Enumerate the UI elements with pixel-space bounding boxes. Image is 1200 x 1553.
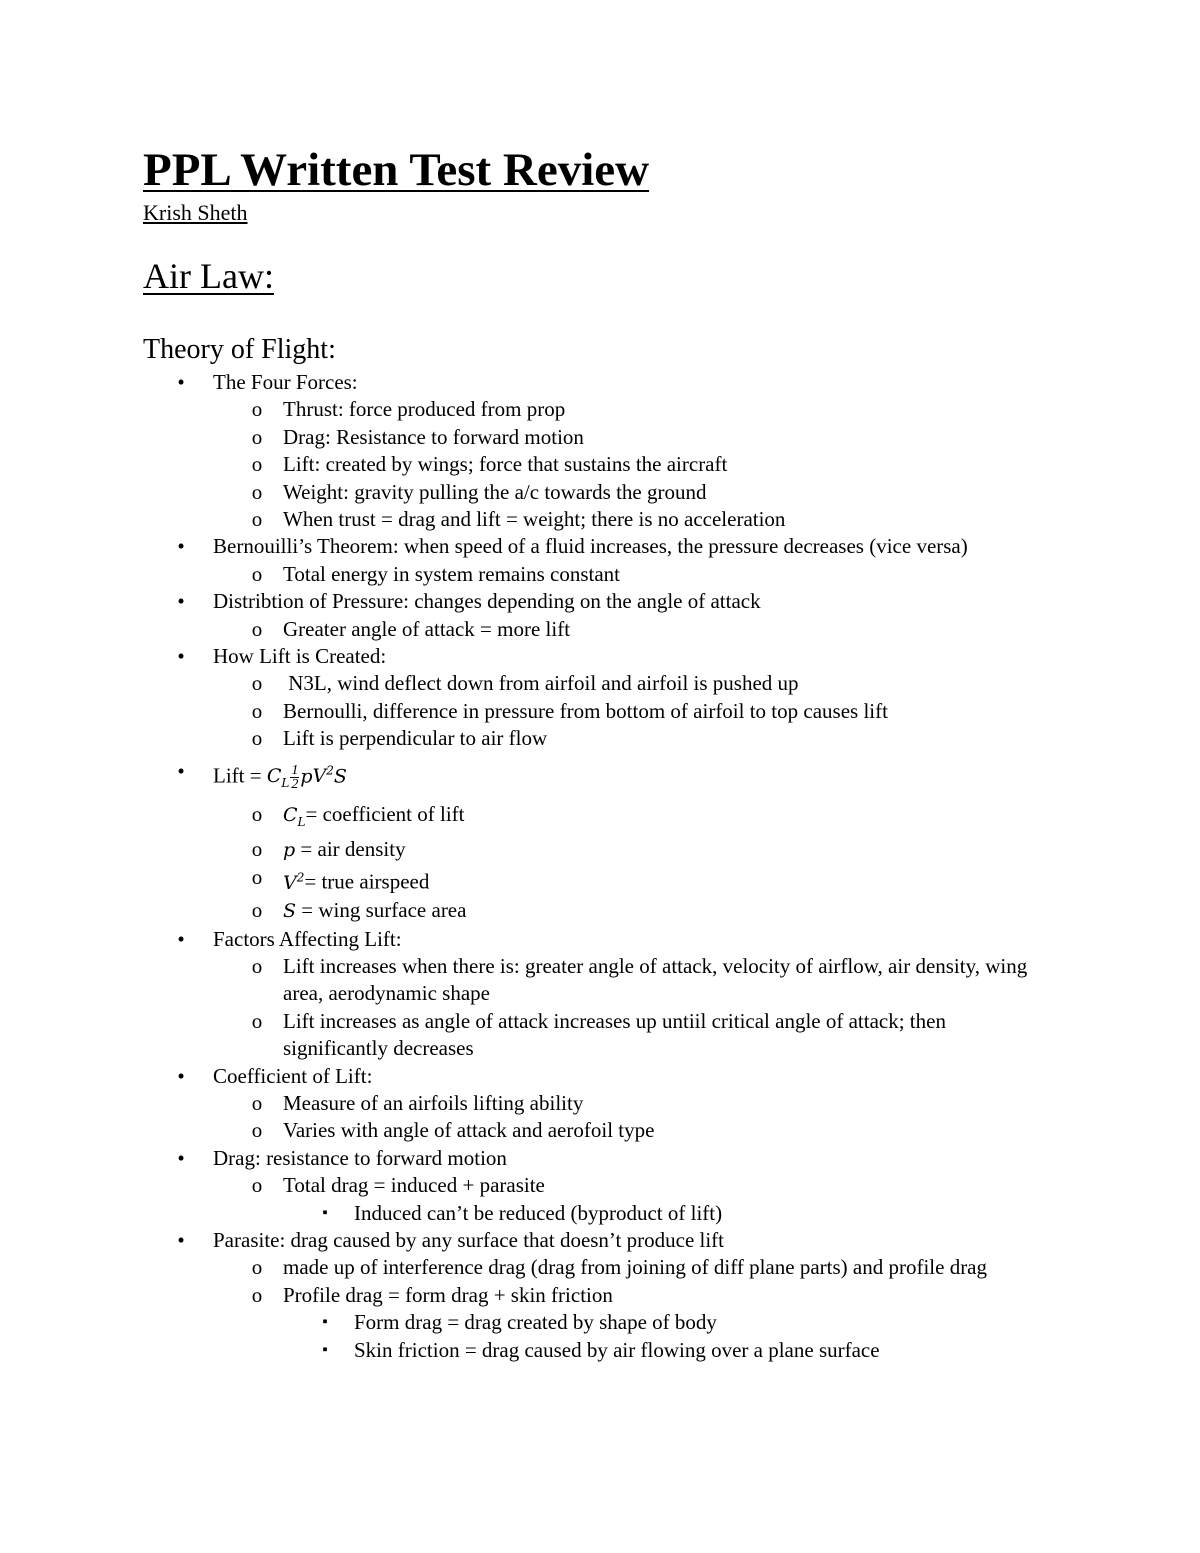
item-text: How Lift is Created: — [213, 644, 387, 669]
bullet-icon: • — [177, 370, 185, 394]
list-item — [0, 1145, 1200, 1172]
item-text: Total energy in system remains constant — [283, 561, 620, 586]
symbol-p: p — [283, 839, 296, 862]
bullet-icon: • — [177, 644, 185, 669]
sub-list-item — [0, 1090, 1200, 1117]
item-text: Factors Affecting Lift: — [213, 926, 402, 951]
formula-v — [313, 765, 334, 787]
bullet-icon: o — [251, 1173, 263, 1198]
item-text: Total drag = induced + parasite — [283, 1173, 545, 1198]
sub-list-item — [0, 836, 1200, 864]
formula-fraction — [290, 764, 299, 791]
item-text: Bernoulli, difference in pressure from bottom of airfoil to top causes lift — [283, 698, 888, 723]
symbol-c-sub: L — [297, 814, 306, 829]
subsection-heading: Theory of Flight: — [143, 334, 336, 365]
main-bullet-list — [0, 369, 1200, 1364]
bullet-icon: o — [251, 1118, 263, 1143]
item-text: = true airspeed — [304, 869, 430, 894]
symbol-v — [283, 872, 304, 894]
bullet-icon: • — [177, 1228, 185, 1253]
section-heading: Air Law: — [143, 256, 274, 296]
symbol-v-letter: V — [283, 871, 297, 894]
item-text: made up of interference drag (drag from joining of diff plane parts) and profile drag — [283, 1255, 988, 1280]
item-text: Distribtion of Pressure: changes depending on the angle of attack — [213, 589, 761, 614]
bullet-icon: • — [177, 1063, 185, 1088]
sub-list-item — [0, 864, 1200, 897]
bullet-icon: • — [177, 589, 185, 614]
sub-list-item — [0, 1172, 1200, 1199]
list-item — [0, 369, 1200, 396]
bullet-icon: o — [251, 671, 263, 696]
sub-list-item — [0, 698, 1200, 725]
sub-list-item — [0, 1117, 1200, 1144]
sub-list-item — [0, 506, 1200, 533]
bullet-icon: o — [251, 561, 263, 586]
fraction-denominator: 2 — [291, 776, 299, 792]
sub-list-item — [0, 1254, 1200, 1281]
sub-sub-list-item — [0, 1337, 1200, 1364]
item-text: Form drag = drag created by shape of body — [354, 1310, 717, 1335]
sub-list-item — [0, 801, 1200, 836]
item-text: Lift: created by wings; force that sustains the aircraft — [283, 452, 728, 477]
formula-p: p — [300, 765, 313, 788]
bullet-icon: o — [251, 726, 263, 751]
item-text: = air density — [295, 837, 406, 862]
item-text: The Four Forces: — [213, 370, 358, 394]
list-item — [0, 1063, 1200, 1090]
symbol-c: C — [283, 803, 298, 826]
sub-list-item — [0, 396, 1200, 423]
item-text: Profile drag = form drag + skin friction — [283, 1282, 613, 1307]
bullet-icon: • — [177, 534, 185, 559]
formula-cl — [266, 765, 290, 790]
symbol-s: S — [283, 900, 297, 923]
formula-prefix: Lift = — [213, 763, 267, 788]
bullet-icon: o — [251, 1008, 263, 1033]
bullet-icon: o — [251, 953, 263, 978]
bullet-icon: o — [251, 452, 263, 477]
sub-list-item — [0, 616, 1200, 643]
document-title: PPL Written Test Review — [143, 144, 650, 196]
sub-list-item — [0, 1008, 1200, 1063]
bullet-icon: o — [251, 865, 263, 890]
bullet-icon: o — [251, 507, 263, 532]
sub-list-item — [0, 725, 1200, 752]
square-bullet-icon: ▪ — [322, 1204, 328, 1221]
bullet-icon: • — [177, 926, 185, 951]
sub-list-item — [0, 1282, 1200, 1309]
item-text: = coefficient of lift — [305, 801, 465, 826]
list-item — [0, 588, 1200, 615]
item-text: Thrust: force produced from prop — [283, 397, 566, 422]
sub-list-item — [0, 953, 1200, 1008]
list-item — [0, 926, 1200, 953]
author-name: Krish Sheth — [143, 200, 248, 225]
bullet-icon: o — [251, 801, 263, 826]
formula-v-letter: V — [312, 765, 327, 788]
item-text: Weight: gravity pulling the a/c towards the ground — [283, 479, 707, 504]
item-text: Measure of an airfoils lifting ability — [283, 1091, 584, 1115]
list-item — [0, 1227, 1200, 1254]
item-text: N3L, wind deflect down from airfoil and airfoil is pushed up — [283, 671, 799, 696]
list-item — [0, 643, 1200, 670]
bullet-icon: o — [251, 479, 263, 504]
formula-c-sub: L — [281, 775, 290, 790]
bullet-icon: o — [251, 1091, 263, 1115]
item-text: Drag: resistance to forward motion — [213, 1145, 507, 1170]
formula-c: C — [266, 765, 282, 788]
item-text: Drag: Resistance to forward motion — [283, 424, 584, 449]
item-text: Lift is perpendicular to air flow — [283, 726, 548, 751]
sub-sub-list-item — [0, 1200, 1200, 1227]
item-text: Induced can’t be reduced (byproduct of lift) — [354, 1200, 723, 1225]
bullet-icon: • — [177, 758, 185, 783]
lift-formula-item — [0, 753, 1200, 801]
item-text: Coefficient of Lift: — [213, 1063, 373, 1088]
bullet-icon: o — [251, 616, 263, 641]
bullet-icon: o — [251, 898, 263, 923]
fraction-numerator: 1 — [291, 762, 299, 778]
sub-list-item — [0, 424, 1200, 451]
bullet-icon: o — [251, 698, 263, 723]
formula-v-sup: 2 — [326, 763, 334, 778]
sub-list-item — [0, 451, 1200, 478]
bullet-icon: o — [251, 397, 263, 422]
formula-s: S — [333, 765, 347, 788]
bullet-icon: o — [251, 424, 263, 449]
sub-list-item — [0, 479, 1200, 506]
square-bullet-icon: ▪ — [322, 1341, 328, 1358]
bullet-icon: o — [251, 837, 263, 862]
item-text: Parasite: drag caused by any surface that doesn’t produce lift — [213, 1228, 725, 1253]
bullet-icon: • — [177, 1145, 185, 1170]
bullet-icon: o — [251, 1255, 263, 1280]
sub-list-item — [0, 561, 1200, 588]
square-bullet-icon: ▪ — [322, 1314, 328, 1331]
list-item — [0, 533, 1200, 560]
symbol-cl — [283, 803, 306, 829]
item-text: Varies with angle of attack and aerofoil type — [283, 1118, 655, 1143]
item-text: Bernouilli’s Theorem: when speed of a fluid increases, the pressure decreases (vice versa) — [213, 534, 968, 559]
item-text: Greater angle of attack = more lift — [283, 616, 571, 641]
symbol-v-sup: 2 — [296, 870, 305, 885]
item-text: Lift increases when there is: greater angle of attack, velocity of airflow, air density, wing area, aerodynamic shape — [283, 953, 1028, 1006]
item-text: When trust = drag and lift = weight; there is no acceleration — [283, 507, 786, 532]
sub-list-item — [0, 897, 1200, 925]
bullet-icon: o — [251, 1282, 263, 1307]
item-text: = wing surface area — [296, 898, 467, 923]
item-text: Lift increases as angle of attack increases up untiil critical angle of attack; then significantly decreases — [283, 1008, 946, 1061]
item-text: Skin friction = drag caused by air flowing over a plane surface — [354, 1337, 880, 1362]
sub-list-item — [0, 670, 1200, 697]
sub-sub-list-item — [0, 1309, 1200, 1336]
